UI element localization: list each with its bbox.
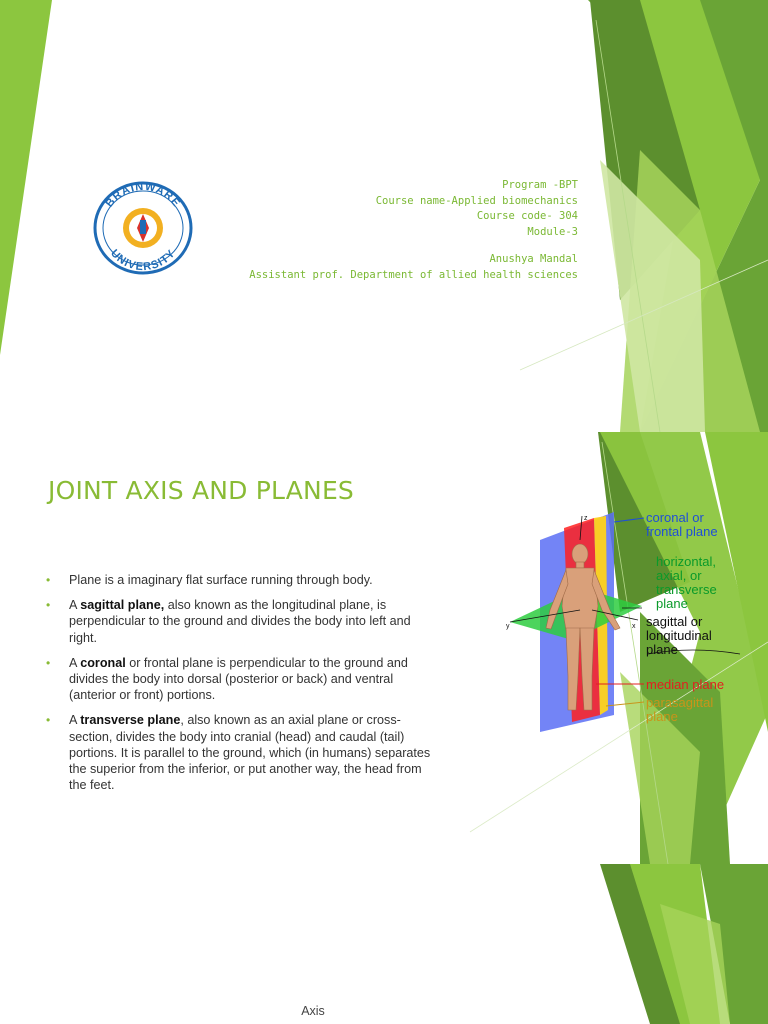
bullet-item: • A coronal or frontal plane is perpendicular to the ground and divides the body into dorsal (posterior or back) and ventral (anterior or front) portions.: [46, 655, 408, 703]
label-horizontal-1: horizontal,: [656, 554, 716, 569]
logo-top-text: BRAINWARE: [103, 180, 183, 210]
label-sagittal-3: plane: [646, 642, 678, 657]
term-sagittal: sagittal plane,: [80, 598, 165, 613]
info-course-code: Course code- 304: [476, 210, 578, 223]
slide-title: JOINT AXIS AND PLANES: [48, 476, 355, 505]
axis-z-label: z: [584, 515, 588, 522]
label-coronal-2: frontal plane: [646, 524, 718, 539]
label-horizontal-4: plane: [656, 596, 688, 611]
axis-y-label: y: [506, 623, 510, 630]
term-transverse: transverse plane: [80, 713, 181, 728]
info-course-name: Course name-Applied biomechanics: [375, 194, 578, 207]
label-parasagittal-1: parasagittal: [646, 695, 714, 710]
logo-bottom-text: UNIVERSITY: [107, 247, 179, 274]
svg-text:horizontal, axial, or: [656, 554, 720, 611]
course-info: [249, 178, 578, 284]
info-module: Module-3: [527, 225, 578, 238]
bullet-item: • Plane is a imaginary flat surface running through body.: [46, 573, 373, 587]
bullet-dot-icon: •: [46, 598, 51, 613]
content-slide: [0, 432, 768, 864]
term-coronal: coronal: [80, 655, 126, 670]
svg-text:parasagittal plane: [646, 695, 717, 724]
label-parasagittal-2: plane: [646, 709, 678, 724]
author-name: Anushya Mandal: [489, 253, 578, 266]
label-median: median plane: [646, 677, 725, 692]
label-coronal-1: coronal or: [646, 510, 704, 525]
green-decoration: [0, 864, 768, 1024]
info-program: Program -BPT: [502, 179, 578, 191]
bullet-dot-icon: •: [46, 655, 51, 670]
title-slide: [0, 0, 768, 432]
axis-label: Axis: [301, 1004, 325, 1018]
university-logo: [87, 176, 199, 276]
label-sagittal-1: sagittal or: [646, 614, 703, 629]
svg-text:coronal or frontal pla: [646, 510, 718, 539]
bullet-item: • A transverse plane, also known as an axial plane or cross-section, divides the body into cranial (head) and caudal (tail) portions. It is parallel to the ground, which (in humans) separates the superior from the inferior, or put another way, the head from the feet.: [46, 713, 431, 793]
label-horizontal-2: axial, or: [656, 568, 702, 583]
body-planes-figure: [502, 510, 752, 732]
bullet-list: [46, 572, 436, 802]
bullet-dot-icon: •: [46, 713, 51, 728]
bullet-dot-icon: •: [46, 573, 51, 587]
label-horizontal-3: transverse: [656, 582, 717, 597]
bullet-item: • A sagittal plane, also known as the longitudinal plane, is perpendicular to the ground and divides the body into left and right.: [46, 598, 411, 645]
axis-slide: [0, 864, 768, 1024]
author-designation: Assistant prof. Department of allied health sciences: [249, 268, 578, 281]
axis-x-label: x: [632, 623, 636, 630]
label-sagittal-2: longitudinal: [646, 628, 712, 643]
